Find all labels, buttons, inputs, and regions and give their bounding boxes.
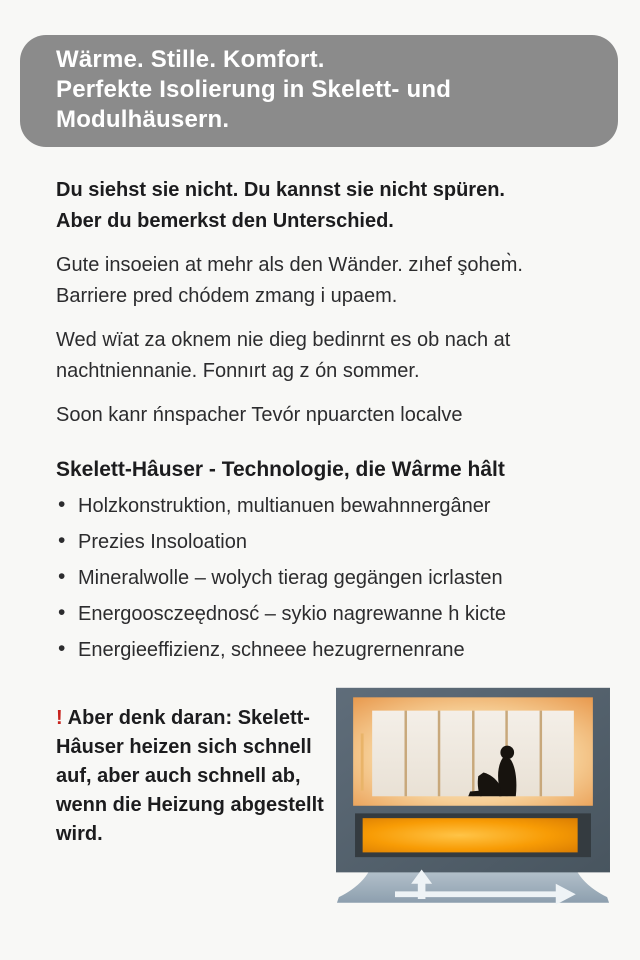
feature-item: • Mineralwolle – wolych tierag gegängen icrlasten [56, 565, 610, 591]
bottom-row [56, 684, 610, 909]
house-heating-svg [336, 684, 610, 909]
hero-title-line: Modulhäusern. [56, 106, 230, 133]
hero-title-line: Perfekte Isolierung in Skelett- und [56, 76, 452, 103]
body-paragraph: Soon kanr ńnspacher Tevór npuarcten localve [56, 404, 463, 426]
intro-statement [56, 175, 610, 237]
warning-text: Aber denk daran: Skelett-Hâuser heizen sich schnell auf, aber auch schnell ab, wenn die Heizung abgestellt wird. [56, 707, 324, 845]
intro-line: Du siehst sie nicht. Du kannst sie nicht spüren. [56, 179, 505, 201]
flyer-content [0, 175, 640, 909]
hero-title-line: Wärme. Stille. Komfort. [56, 46, 325, 73]
warning-exclamation-icon: ! [56, 707, 63, 729]
section-heading: Skelett-Hâuser - Technologie, die Wârme hâlt [56, 458, 505, 481]
feature-item: • Holzkonstruktion, multianuen bewahnnergâner [56, 493, 610, 519]
body-paragraph: Wed wïat za oknem nie dieg bedinrnt es ob nach at nachtniennanie. Fonnırt ag z ón sommer. [56, 329, 511, 382]
body-paragraph: Gute insoeien at mehr als den Wänder. zıhef şohem̀. Barriere pred chódem zmang i upaem. [56, 254, 523, 307]
intro-line: Aber du bemerkst den Unterschied. [56, 210, 394, 232]
house-heating-illustration [336, 684, 610, 909]
wall-lamp [361, 733, 364, 790]
warning-note [56, 704, 324, 849]
heater-glow [363, 818, 578, 852]
feature-item: • Energoosczeędnosć – sykio nagrewanne h kicte [56, 601, 610, 627]
feature-item: • Prezies Insoloation [56, 529, 610, 555]
hero-banner [20, 35, 618, 147]
feature-list [56, 493, 610, 663]
feature-item: • Energieeffizienz, schneee hezugrernenrane [56, 637, 610, 663]
